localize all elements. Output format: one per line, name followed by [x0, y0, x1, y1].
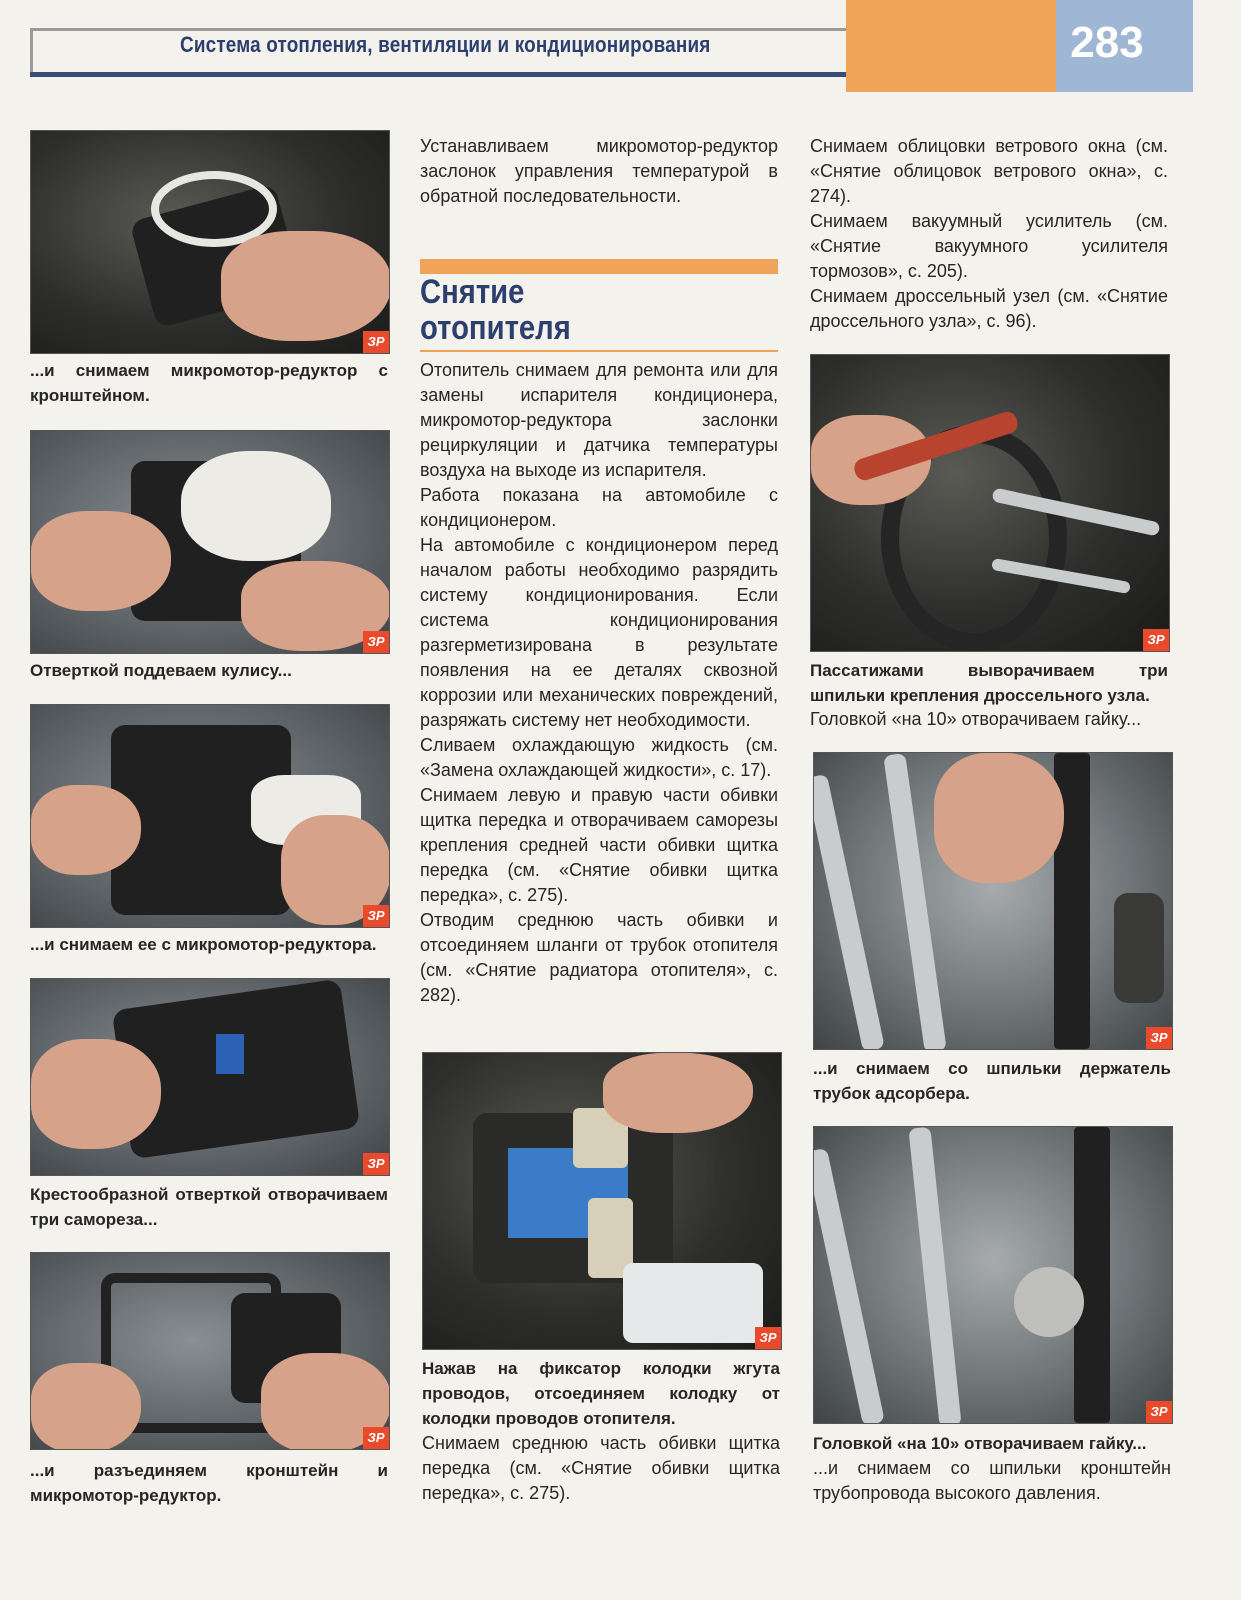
paragraph: Снимаем левую и правую части обивки щитка передка и отворачиваем саморезы крепления средней части обивки щитка передка (см. «Снятие обивки щитка передка», с. 275).	[420, 785, 778, 905]
page-number: 283	[1070, 18, 1144, 67]
reservoir-shape	[623, 1263, 763, 1343]
photo-badge: ЗР	[363, 905, 389, 927]
tube-shape	[813, 1148, 885, 1424]
paragraph: Работа показана на автомобиле с кондиционером.	[420, 485, 778, 530]
gear-sector-shape	[181, 451, 331, 561]
section-heading-line: Снятие	[420, 273, 525, 311]
photo-caption: Нажав на фиксатор колодки жгута проводов, отсоединяем колодку от колодки проводов отопителя.	[422, 1359, 780, 1428]
paragraph: Отопитель снимаем для ремонта или для замены испарителя кондиционера, микромотор-редуктора заслонки рециркуляции и датчика температуры воздуха на выходе из испарителя.	[420, 360, 778, 480]
hand-shape	[31, 511, 171, 611]
photo-caption: Головкой «на 10» отворачиваем гайку...	[813, 1434, 1147, 1453]
hand-shape	[221, 231, 390, 341]
paragraph: Отводим среднюю часть обивки и отсоединяем шланги от трубок отопителя (см. «Снятие радиатора отопителя», с. 282).	[420, 910, 778, 1005]
section-bar	[420, 259, 778, 274]
photo-caption: Пассатижами выворачиваем три шпильки крепления дроссельного узла.	[810, 661, 1168, 705]
section-rule	[420, 350, 778, 352]
photo-badge: ЗР	[1146, 1401, 1172, 1423]
photo-remove-adsorber-holder	[813, 752, 1173, 1050]
photo-disconnect-connector	[422, 1052, 782, 1350]
header-side-bar	[30, 28, 33, 73]
tube-shape	[813, 774, 885, 1050]
photo-caption: ...и снимаем ее с микромотор-редуктора.	[30, 935, 377, 954]
strut-mount-shape	[1014, 1267, 1084, 1337]
photo-unscrew-studs	[810, 354, 1170, 652]
header-underline	[30, 72, 846, 77]
section-heading-line: отопителя	[420, 309, 571, 347]
text-block	[420, 358, 778, 1008]
photo-pry-gear	[30, 430, 390, 654]
hand-shape	[31, 1363, 141, 1450]
bracket-shape	[1114, 893, 1164, 1003]
paragraph: Снимаем облицовки ветрового окна (см. «Снятие облицовок ветрового окна», с. 274).	[810, 136, 1168, 206]
page-tab-orange	[846, 0, 1056, 92]
photo-remove-gear	[30, 704, 390, 928]
photo-badge: ЗР	[363, 1427, 389, 1449]
photo-unscrew-screws	[30, 978, 390, 1176]
label-sticker-shape	[216, 1034, 244, 1074]
photo-remove-motor-bracket	[30, 130, 390, 354]
hand-shape	[31, 785, 141, 875]
paragraph: ...и снимаем со шпильки кронштейн трубопровода высокого давления.	[813, 1458, 1171, 1503]
photo-caption: ...и снимаем со шпильки держатель трубок адсорбера.	[813, 1059, 1171, 1103]
photo-separate-bracket	[30, 1252, 390, 1450]
section-heading	[420, 274, 571, 346]
photo-badge: ЗР	[755, 1327, 781, 1349]
paragraph: Сливаем охлаждающую жидкость (см. «Замена охлаждающей жидкости», с. 17).	[420, 735, 778, 780]
paragraph: Устанавливаем микромотор-редуктор заслонок управления температурой в обратной последовательности.	[420, 136, 778, 206]
paragraph: Снимаем вакуумный усилитель (см. «Снятие вакуумного усилителя тормозов», с. 205).	[810, 211, 1168, 281]
running-head-title: Система отопления, вентиляции и кондиционирования	[180, 32, 711, 57]
paragraph: На автомобиле с кондиционером перед началом работы необходимо разрядить систему кондиционирования. Если система кондиционирования разгерметизирована в результате появления на ее деталях сквозной коррозии или механических повреждений, разряжать систему нет необходимости.	[420, 535, 778, 730]
paragraph: Головкой «на 10» отворачиваем гайку...	[810, 709, 1142, 729]
paragraph: Снимаем среднюю часть обивки щитка передка (см. «Снятие обивки щитка передка», с. 275).	[422, 1433, 780, 1503]
hand-shape	[31, 1039, 161, 1149]
photo-caption: Отверткой поддеваем кулису...	[30, 661, 292, 680]
photo-caption: ...и разъединяем кронштейн и микромотор-редуктор.	[30, 1461, 388, 1505]
photo-remove-pressure-bracket	[813, 1126, 1173, 1424]
photo-badge: ЗР	[1143, 629, 1169, 651]
photo-caption: ...и снимаем микромотор-редуктор с кронштейном.	[30, 361, 388, 405]
hand-shape	[603, 1053, 753, 1133]
paragraph: Снимаем дроссельный узел (см. «Снятие дроссельного узла», с. 96).	[810, 286, 1168, 331]
photo-badge: ЗР	[363, 331, 389, 353]
photo-badge: ЗР	[1146, 1027, 1172, 1049]
text-block	[810, 134, 1168, 334]
photo-caption: Крестообразной отверткой отворачиваем три самореза...	[30, 1185, 388, 1229]
hose-shape	[1074, 1127, 1110, 1423]
hand-shape	[934, 753, 1064, 883]
photo-badge: ЗР	[363, 1153, 389, 1175]
tube-shape	[908, 1127, 961, 1424]
photo-badge: ЗР	[363, 631, 389, 653]
